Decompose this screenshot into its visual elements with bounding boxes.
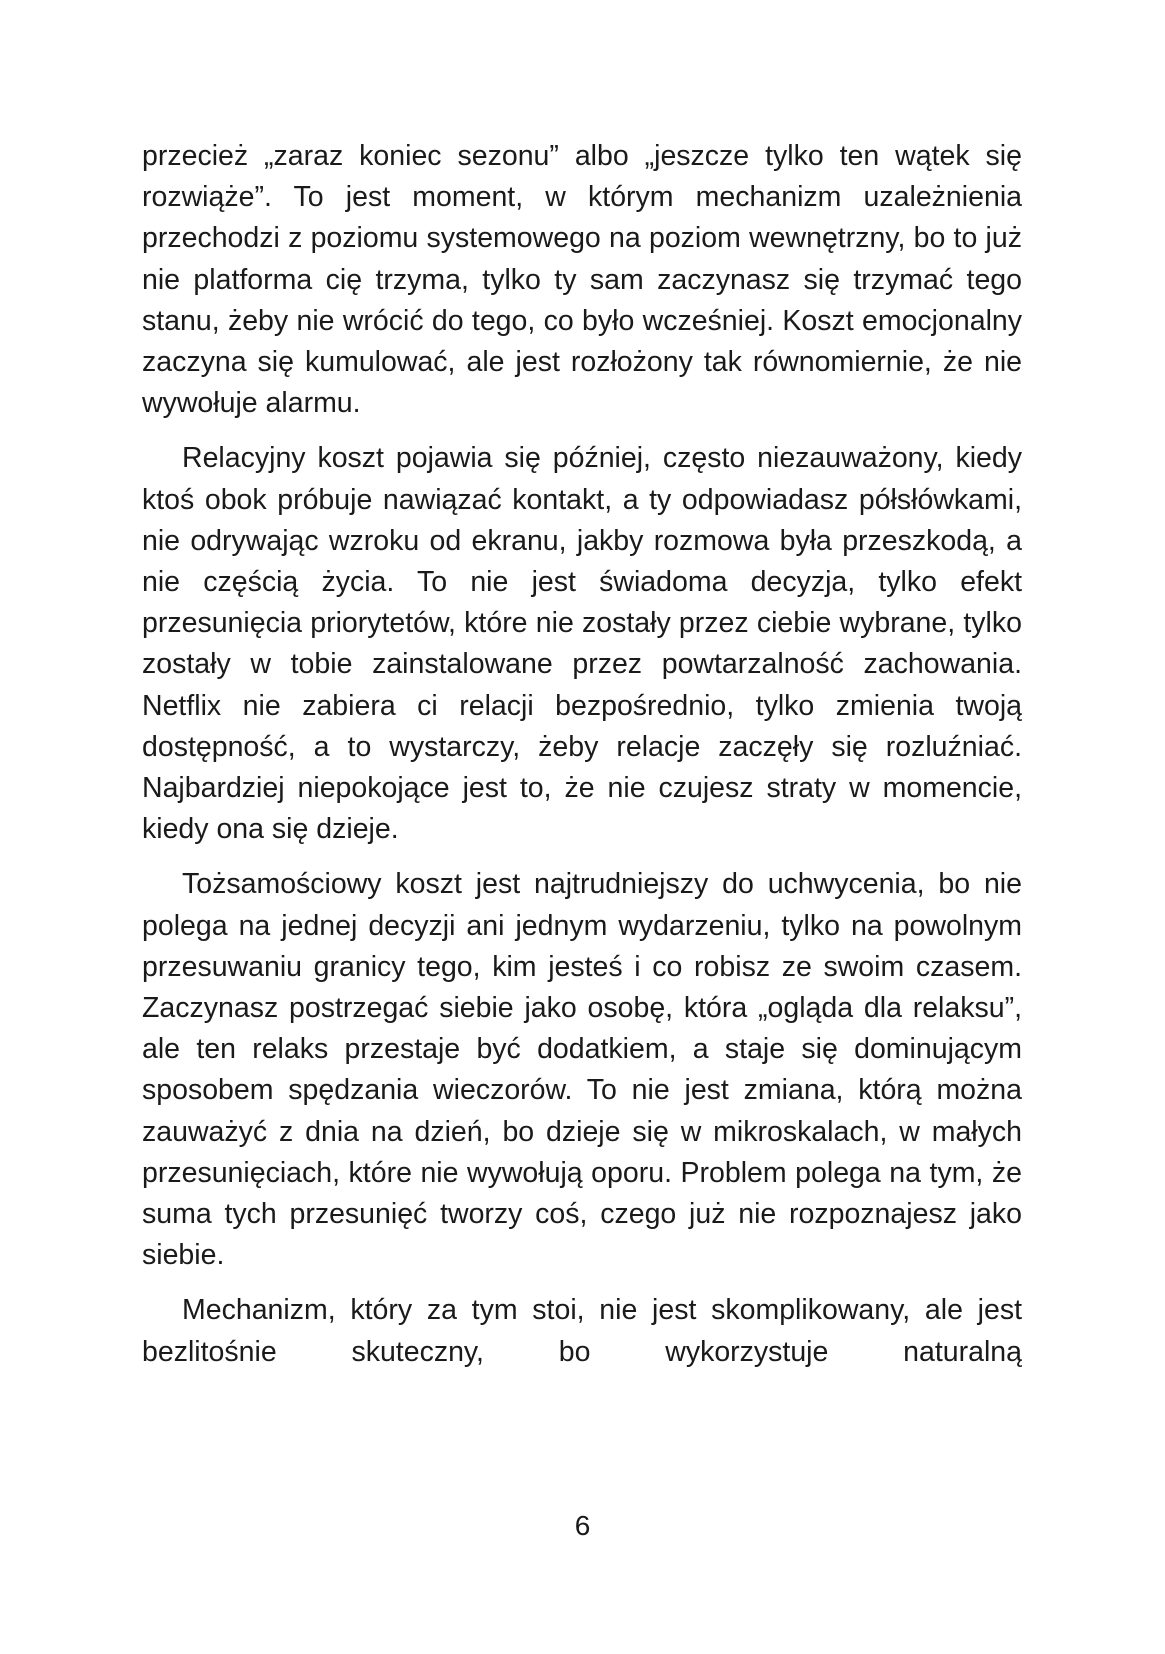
paragraph-continuation: przecież „zaraz koniec sezonu” albo „jeszcze tylko ten wątek się rozwiąże”. To jest moment, w którym mechanizm uzależnienia przechodzi z poziomu systemowego na poziom wewnętrzny, bo to już nie platforma cię trzyma, tylko ty sam zaczynasz się trzymać tego stanu, żeby nie wrócić do tego, co było wcześniej. Koszt emocjonalny zaczyna się kumulować, ale jest rozłożony tak równomiernie, że nie wywołuje alarmu. <box>142 140 1022 420</box>
paragraph-relational-cost: Relacyjny koszt pojawia się później, często niezauważony, kiedy ktoś obok próbuje nawiązać kontakt, a ty odpowiadasz półsłówkami, nie odrywając wzroku od ekranu, jakby rozmowa była przeszkodą, a nie częścią życia. To nie jest świadoma decyzja, tylko efekt przesunięcia priorytetów, które nie zostały przez ciebie wybrane, tylko zostały w tobie zainstalowane przez powtarzalność zachowania. Netflix nie zabiera ci relacji bezpośrednio, tylko zmienia twoją dostępność, a to wystarczy, żeby relacje zaczęły się rozluźniać. Najbardziej niepokojące jest to, że nie czujesz straty w momencie, kiedy ona się dzieje. <box>142 442 1022 846</box>
paragraph-identity-cost: Tożsamościowy koszt jest najtrudniejszy do uchwycenia, bo nie polega na jednej decyzji ani jednym wydarzeniu, tylko na powolnym przesuwaniu granicy tego, kim jesteś i co robisz ze swoim czasem. Zaczynasz postrzegać siebie jako osobę, która „ogląda dla relaksu”, ale ten relaks przestaje być dodatkiem, a staje się dominującym sposobem spędzania wieczorów. To nie jest zmiana, którą można zauważyć z dnia na dzień, bo dzieje się w mikroskalach, w małych przesunięciach, które nie wywołują oporu. Problem polega na tym, że suma tych przesunięć tworzy coś, czego już nie rozpoznajesz jako siebie. <box>142 868 1022 1272</box>
paragraph-mechanism: Mechanizm, który za tym stoi, nie jest skomplikowany, ale jest bezlitośnie skuteczny, bo wykorzystuje naturalną <box>142 1294 1022 1368</box>
page-number: 6 <box>574 1510 591 1541</box>
page-body <box>142 136 1022 1387</box>
